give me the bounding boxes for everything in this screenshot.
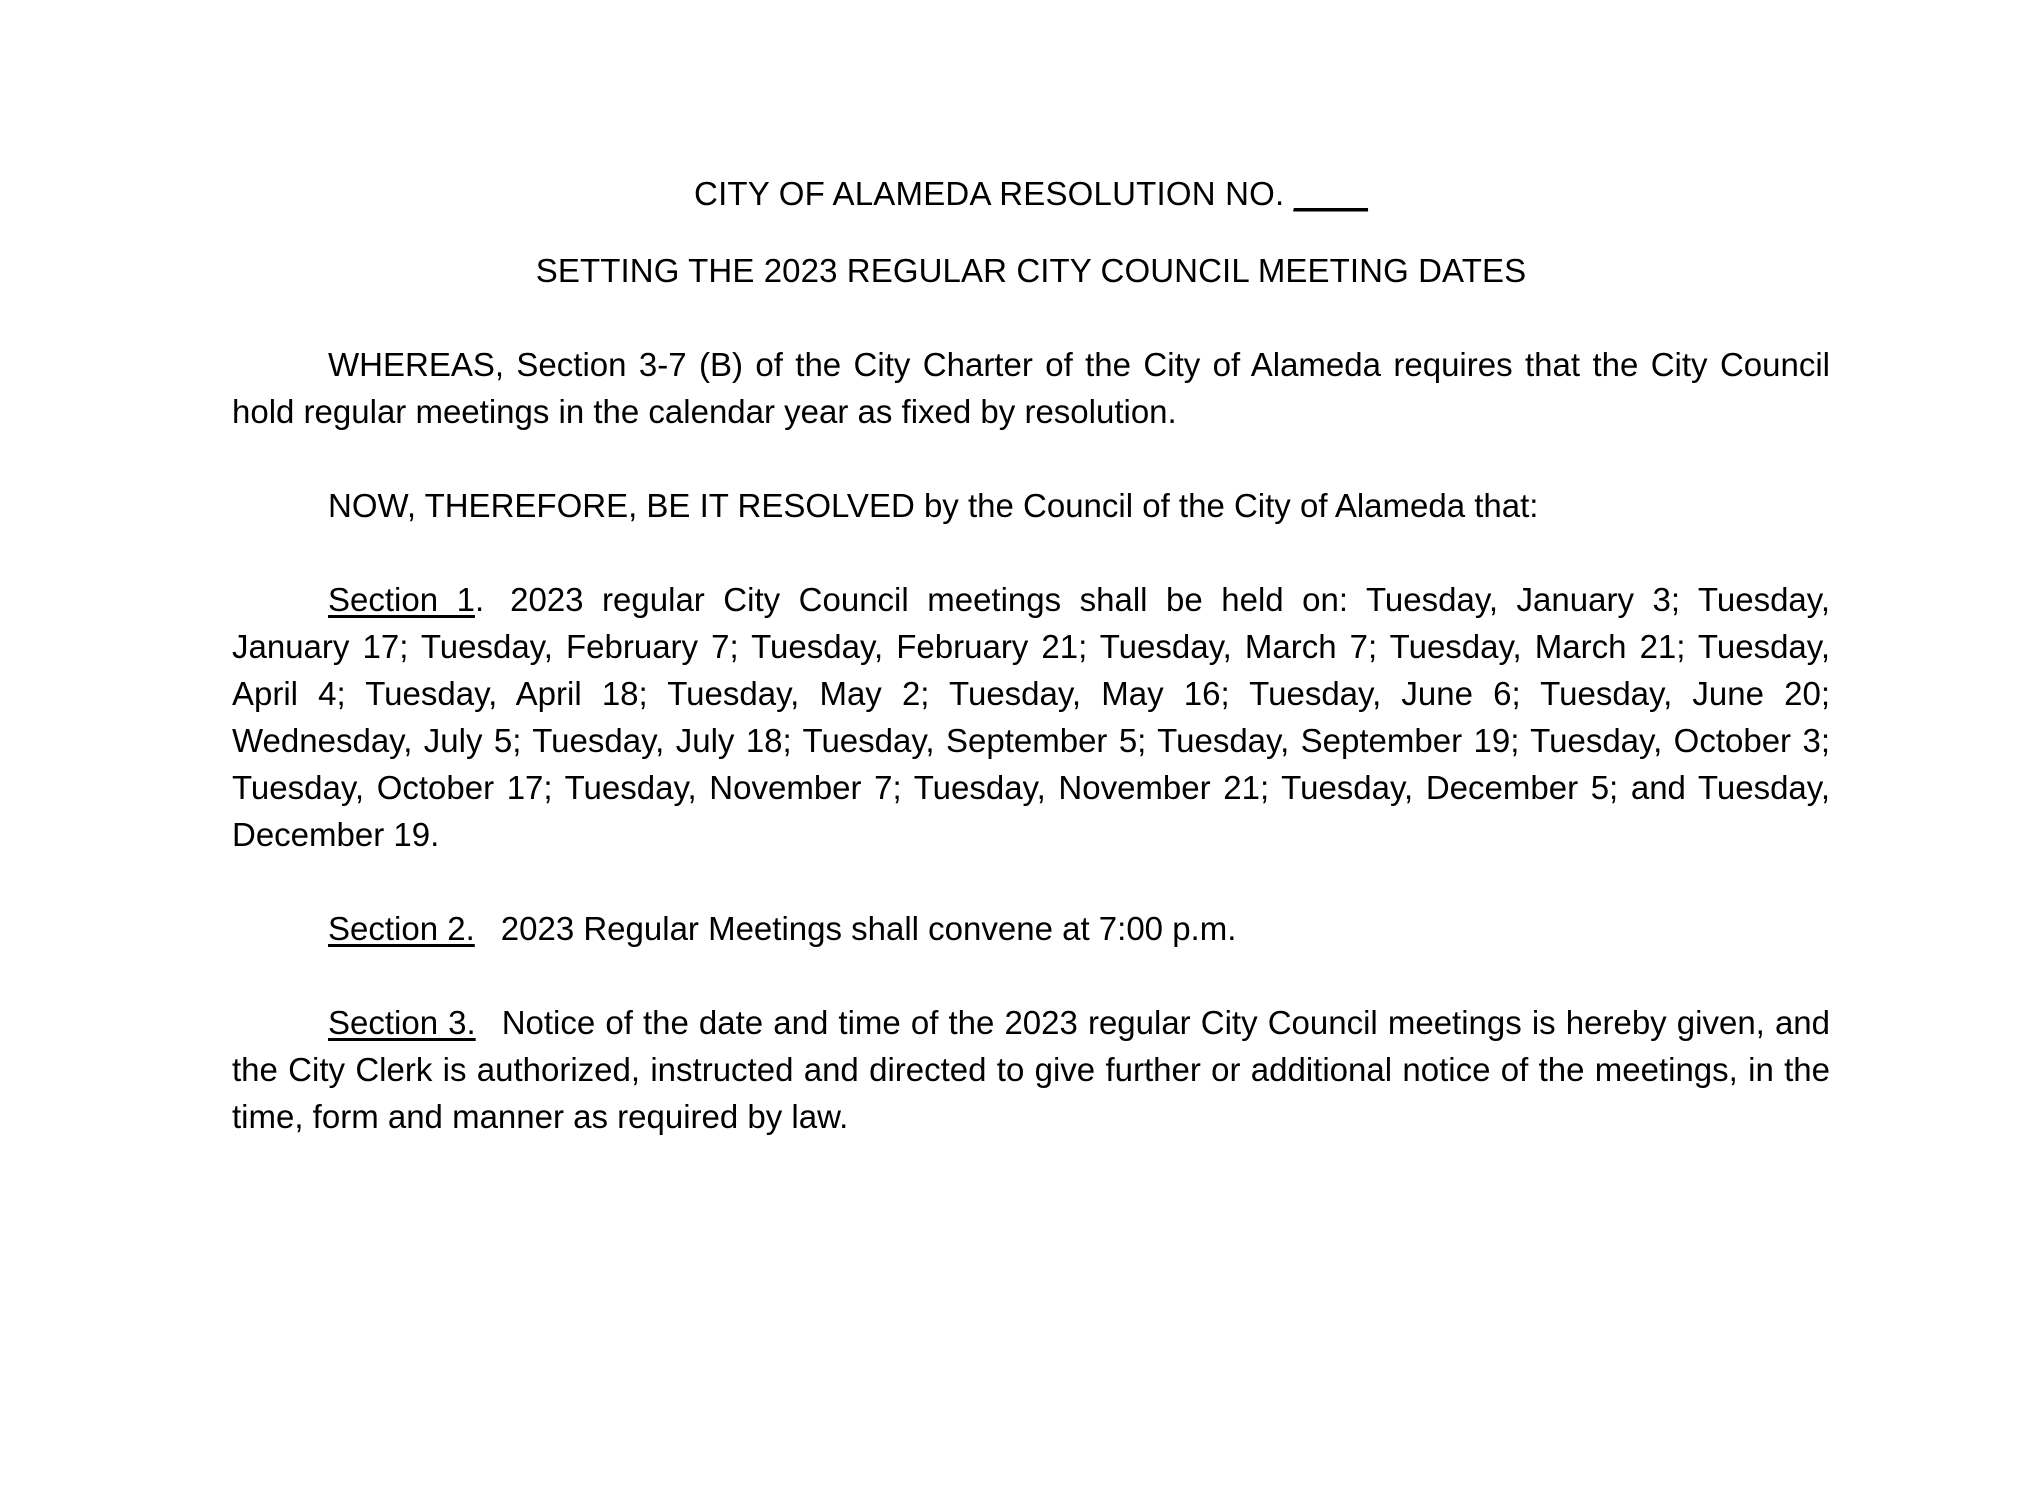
title-spacer [232, 217, 1830, 247]
section-1-text: 2023 regular City Council meetings shall be held on: Tuesday, January 3; Tuesday, January 17; Tuesday, February 7; Tuesday, February 21; Tuesday, March 7; Tuesday, March 21; Tuesday, April 4; Tuesday, April 18; Tuesday, May 2; Tuesday, May 16; Tuesday, June 6; Tuesday, June 20; Wednesday, July 5; Tuesday, July 18; Tuesday, September 5; Tuesday, September 19; Tuesday, October 3; Tuesday, October 17; Tuesday, November 7; Tuesday, November 21; Tuesday, December 5; and Tuesday, December 19. [232, 581, 1830, 853]
paragraph-resolved [232, 482, 1830, 529]
paragraph-resolved-text: NOW, THEREFORE, BE IT RESOLVED by the Council of the City of Alameda that: [328, 487, 1539, 524]
section-3 [232, 999, 1830, 1140]
spacer-after-whereas [232, 435, 1830, 482]
section-2-text: 2023 Regular Meetings shall convene at 7:00 p.m. [500, 910, 1237, 947]
document-title [232, 170, 1830, 217]
document-subtitle: SETTING THE 2023 REGULAR CITY COUNCIL MEETING DATES [535, 252, 1527, 289]
document-body [232, 170, 1830, 1140]
spacer-after-subtitle [232, 294, 1830, 341]
spacer-after-resolved [232, 529, 1830, 576]
section-3-label: Section 3. [328, 1004, 476, 1041]
resolution-number-blank: ____ [1293, 175, 1368, 212]
paragraph-whereas [232, 341, 1830, 435]
spacer-after-section-2 [232, 952, 1830, 999]
spacer-after-section-1 [232, 858, 1830, 905]
section-2 [232, 905, 1830, 952]
paragraph-whereas-text: WHEREAS, Section 3-7 (B) of the City Charter of the City of Alameda requires that the City Council hold regular meetings in the calendar year as fixed by resolution. [232, 346, 1830, 430]
section-2-label: Section 2. [328, 910, 475, 947]
section-3-text: Notice of the date and time of the 2023 regular City Council meetings is hereby given, and the City Clerk is authorized, instructed and directed to give further or additional notice of the meetings, in the time, form and manner as required by law. [232, 1004, 1830, 1135]
document-title-text: CITY OF ALAMEDA RESOLUTION NO. [694, 175, 1294, 212]
section-1-label-period: . [474, 581, 485, 618]
section-1-label: Section 1 [328, 581, 475, 618]
section-1 [232, 576, 1830, 858]
